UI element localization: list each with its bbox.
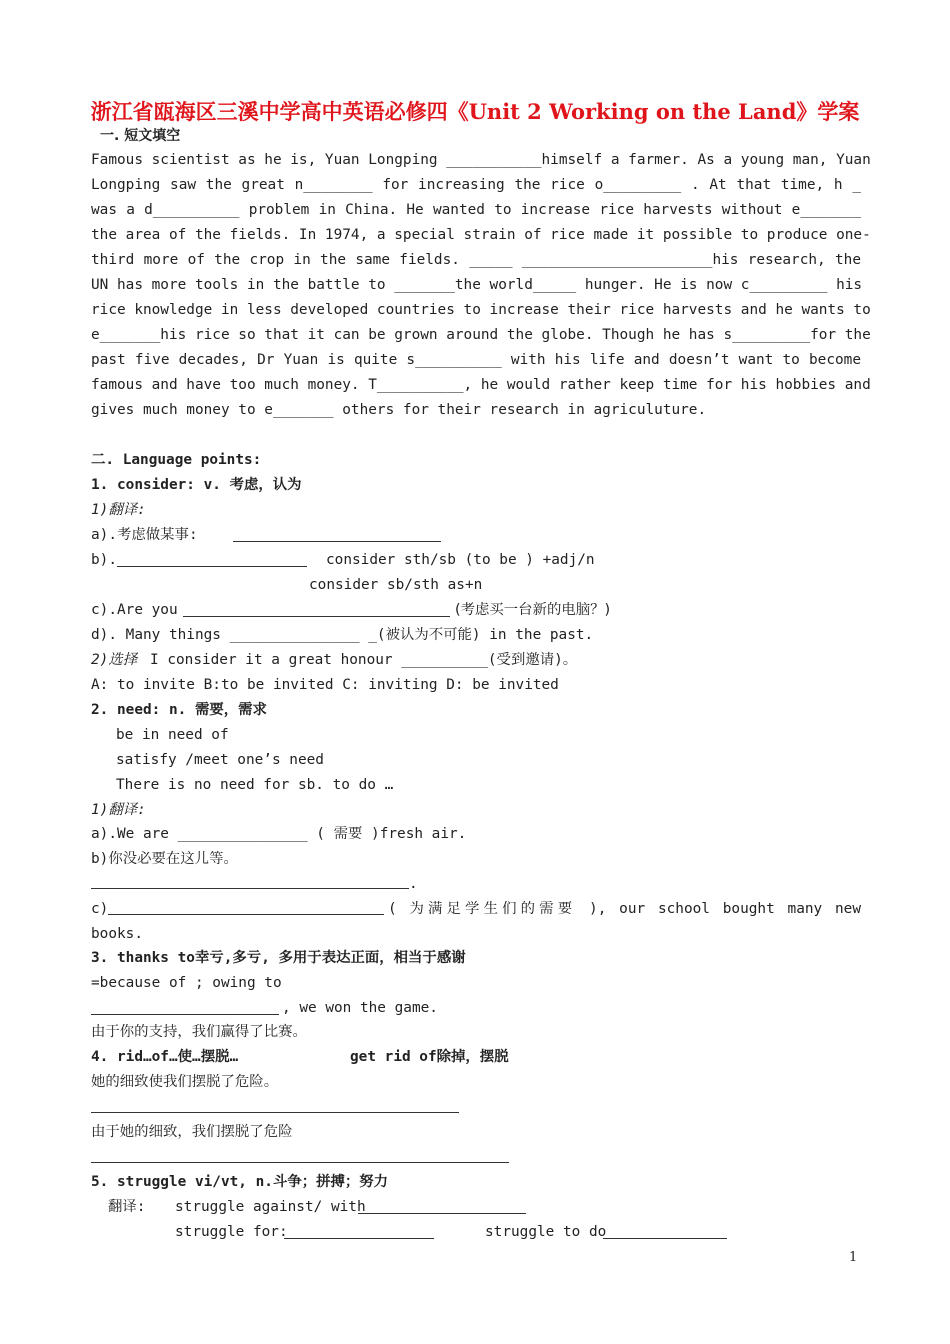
item5-blank-1 bbox=[358, 1212, 526, 1214]
item2-b-blank bbox=[91, 887, 409, 889]
item2-c-end: books. bbox=[91, 926, 143, 942]
section1-heading: 一. 短文填空 bbox=[100, 128, 181, 144]
passage-line-6: UN has more tools in the battle to _______the world_____ hunger. He is now c_________ his bbox=[91, 277, 863, 293]
item2-phrase-1: be in need of bbox=[116, 727, 229, 743]
item1-c-prefix: c).Are you bbox=[91, 602, 178, 618]
item3-heading: 3. thanks to幸亏,多亏, 多用于表达正面，相当于感谢 bbox=[91, 950, 466, 966]
item1-c-blank bbox=[183, 615, 450, 617]
passage-line-8: e_______his rice so that it can be grown around the globe. Though he has s_________for the bbox=[91, 327, 871, 343]
item2-c-suffix: ( 为满足学生们的需要 ), our school bought many new bbox=[388, 901, 861, 917]
item5-blank-3 bbox=[603, 1237, 727, 1239]
item5-phrase-1: struggle against/ with bbox=[175, 1199, 366, 1215]
item1-b-blank bbox=[117, 565, 307, 567]
item4-heading-2: get rid of除掉，摆脱 bbox=[350, 1049, 509, 1065]
item5-phrase-2: struggle for: bbox=[175, 1224, 288, 1240]
item1-b-text2: consider sb/sth as+n bbox=[309, 577, 483, 593]
item5-label: 翻译: bbox=[108, 1199, 146, 1215]
item1-b-prefix: b). bbox=[91, 552, 117, 568]
item2-b-end: . bbox=[409, 876, 418, 892]
passage-line-3: was a d__________ problem in China. He wanted to increase rice harvests without e_______ bbox=[91, 202, 861, 218]
item2-b: b)你没必要在这儿等。 bbox=[91, 851, 238, 867]
passage-line-9: past five decades, Dr Yuan is quite s__________ with his life and doesn’t want to become bbox=[91, 352, 861, 368]
item1-c-suffix: (考虑买一台新的电脑？) bbox=[455, 602, 611, 618]
item4-phrase-2: 由于她的细致，我们摆脱了危险 bbox=[91, 1124, 293, 1140]
item1-a-blank bbox=[233, 540, 441, 542]
passage-line-1: Famous scientist as he is, Yuan Longping ___________himself a farmer. As a young man, Yuan bbox=[91, 152, 871, 168]
item2-heading: 2. need: n. 需要，需求 bbox=[91, 702, 267, 718]
item2-sub1: 1)翻译: bbox=[91, 802, 146, 818]
item2-phrase-2: satisfy /meet one’s need bbox=[116, 752, 324, 768]
item4-heading: 4. rid…of…使…摆脱… bbox=[91, 1049, 239, 1065]
item1-d: d). Many things _______________ _(被认为不可能) in the past. bbox=[91, 627, 594, 643]
item2-phrase-3: There is no need for sb. to do … bbox=[116, 777, 394, 793]
item3-phrase-1: =because of ; owing to bbox=[91, 975, 282, 991]
passage-line-2: Longping saw the great n________ for increasing the rice o_________ . At that time, h _ bbox=[91, 177, 861, 193]
passage-line-11: gives much money to e_______ others for their research in agriculuture. bbox=[91, 402, 707, 418]
item1-options: A: to invite B:to be invited C: inviting D: be invited bbox=[91, 677, 559, 693]
item1-b-text: consider sth/sb (to be ) +adj/n bbox=[326, 552, 595, 568]
item3-blank bbox=[91, 1013, 279, 1015]
item3-phrase-2: , we won the game. bbox=[282, 1000, 438, 1016]
passage-line-4: the area of the fields. In 1974, a special strain of rice made it possible to produce one- bbox=[91, 227, 871, 243]
section2-heading: 二. Language points: bbox=[91, 452, 262, 468]
passage-line-10: famous and have too much money. T__________, he would rather keep time for his hobbies and bbox=[91, 377, 871, 393]
passage-line-7: rice knowledge in less developed countries to increase their rice harvests and he wants to bbox=[91, 302, 871, 318]
item4-blank-2 bbox=[91, 1161, 509, 1163]
item5-heading: 5. struggle vi/vt, n.斗争；拼搏；努力 bbox=[91, 1174, 389, 1190]
item1-sub1: 1)翻译: bbox=[91, 502, 146, 518]
item5-phrase-3: struggle to do bbox=[485, 1224, 607, 1240]
item3-phrase-3: 由于你的支持，我们赢得了比赛。 bbox=[91, 1024, 307, 1040]
item2-c-blank bbox=[108, 913, 384, 915]
page-number: 1 bbox=[849, 1250, 858, 1265]
item1-a: a).考虑做某事: bbox=[91, 527, 198, 543]
page-title: 浙江省瓯海区三溪中学高中英语必修四《Unit 2 Working on the Land》学案 bbox=[90, 99, 860, 124]
item1-sub2: 2)选择 bbox=[91, 652, 138, 668]
item2-c-prefix: c) bbox=[91, 901, 109, 917]
item2-a: a).We are _______________ ( 需要 )fresh air. bbox=[91, 826, 467, 842]
item1-heading: 1. consider: v. 考虑，认为 bbox=[91, 477, 302, 493]
item4-phrase-1: 她的细致使我们摆脱了危险。 bbox=[91, 1074, 279, 1090]
item4-blank-1 bbox=[91, 1111, 459, 1113]
passage-line-5: third more of the crop in the same fields. _____ ______________________his research, the bbox=[91, 252, 861, 268]
item5-blank-2 bbox=[284, 1237, 434, 1239]
item1-question: I consider it a great honour __________(受到邀请)。 bbox=[150, 652, 578, 668]
